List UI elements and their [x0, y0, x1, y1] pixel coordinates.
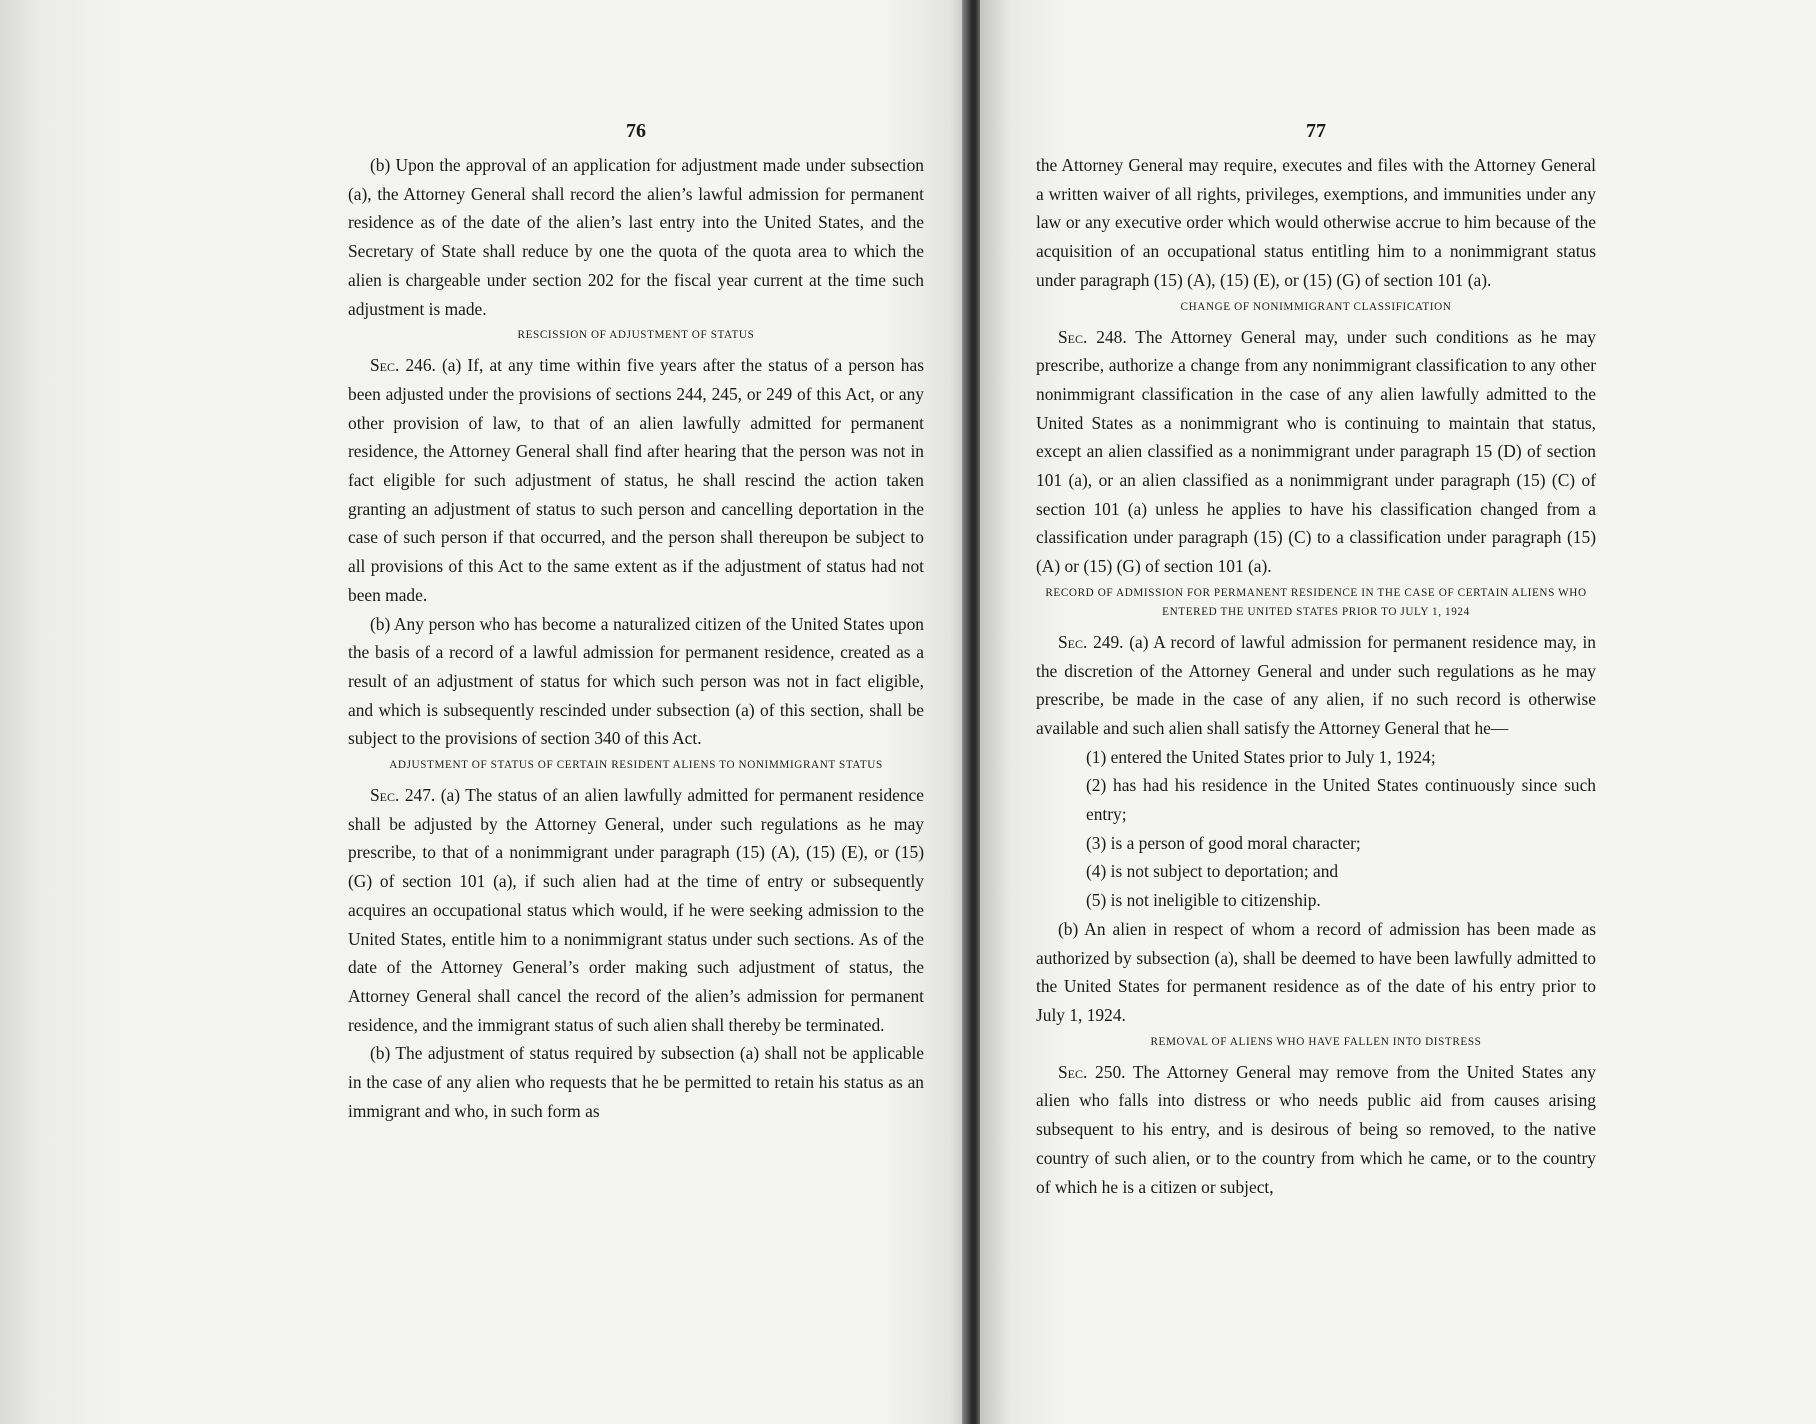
list-item: (3) is a person of good moral character;: [1086, 832, 1361, 853]
paragraph-sec-250: [1036, 1058, 1596, 1202]
page-number: 76: [626, 120, 646, 142]
right-page: [980, 0, 1816, 1424]
sec-250-text: 250. The Attorney General may remove from the United States any alien who falls into distress or who needs public aid from causes arising subsequent to his entry, and is desirous of being so removed, to the native country of such alien, or to the country from which he came, or to the country of which he is a citizen or subject,: [1036, 1061, 1596, 1197]
paragraph-sec-246a: [348, 351, 924, 609]
list-item: (1) entered the United States prior to July 1, 1924;: [1086, 746, 1436, 767]
sec-247-text: 247. (a) The status of an alien lawfully admitted for permanent residence shall be adjusted by the Attorney General, under such regulations as he may prescribe, to that of a nonimmigrant under paragraph (15) (A), (15) (E), or (15) (G) of section 101 (a), if such alien had at the time of entry or subsequently acquires an occupational status which would, if he were seeking admission to the United States, entitle him to a nonimmigrant status under such sections. As of the date of the Attorney General’s order making such adjustment of status, the Attorney General shall cancel the record of the alien’s admission for permanent residence, and the immigrant status of such alien shall thereby be terminated.: [348, 785, 924, 1035]
sec-246-text: 246. (a) If, at any time within five years after the status of a person has been adjusted under the provisions of sections 244, 245, or 249 of this Act, or any other provision of law, to that of an alien lawfully admitted for permanent residence, the Attorney General shall find after hearing that the person was not in fact eligible for such adjustment of status, he shall rescind the action taken granting an adjustment of status to such person and cancelling deportation in the case of such person if that occurred, and the person shall thereupon be subject to all provisions of this Act to the same extent as if the adjustment of status had not been made.: [348, 355, 924, 605]
right-page-column: [1036, 120, 1596, 1201]
paragraph-sec-246b: (b) Any person who has become a naturalized citizen of the United States upon the basis of a record of a lawful admission for permanent residence, created as a result of an adjustment of status for which such person was not in fact eligible, and which is subsequently rescinded under subsection (a) of this section, shall be subject to the provisions of section 340 of this Act.: [348, 613, 924, 749]
paragraph-sec-247b: (b) The adjustment of status required by subsection (a) shall not be applicable in the case of any alien who requests that he be permitted to retain his status as an immigrant and who, in such form as: [348, 1043, 924, 1121]
page-number: 77: [1306, 120, 1326, 142]
sec-label: Sec.: [370, 355, 400, 376]
paragraph-continuation: the Attorney General may require, executes and files with the Attorney General a written waiver of all rights, privileges, exemptions, and immunities under any law or any executive order which would otherwise accrue to him because of the acquisition of an occupational status entitling him to a nonimmigrant status under paragraph (15) (A), (15) (E), or (15) (G) of section 101 (a).: [1036, 155, 1596, 290]
left-page-column: [348, 120, 924, 1126]
sec-label: Sec.: [1058, 326, 1088, 347]
paragraph-sec-248: [1036, 323, 1596, 581]
paragraph-sec-247a: [348, 781, 924, 1039]
paragraph-sec-249b: (b) An alien in respect of whom a record of admission has been made as authorized by subsection (a), shall be deemed to have been lawfully admitted to the United States for permanent residence as of the date of his entry prior to July 1, 1924.: [1036, 918, 1596, 1025]
list-item: (5) is not ineligible to citizenship.: [1086, 890, 1321, 911]
list-item: (2) has had his residence in the United States continuously since such entry;: [1086, 775, 1596, 825]
sec-label: Sec.: [370, 785, 400, 806]
section-heading-rescission: RESCISSION OF ADJUSTMENT OF STATUS: [517, 329, 755, 342]
sec-label: Sec.: [1058, 631, 1088, 652]
section-heading-adjustment-nonimmigrant: ADJUSTMENT OF STATUS OF CERTAIN RESIDENT ALIENS TO NONIMMIGRANT STATUS: [389, 759, 883, 772]
section-heading-change-classification: CHANGE OF NONIMMIGRANT CLASSIFICATION: [1180, 300, 1452, 313]
section-heading-record-admission: RECORD OF ADMISSION FOR PERMANENT RESIDENCE IN THE CASE OF CERTAIN ALIENS WHO ENTERED THE UNITED STATES PRIOR TO JULY 1, 1924: [1045, 586, 1587, 618]
sec-248-text: 248. The Attorney General may, under such conditions as he may prescribe, authorize a change from any nonimmigrant classification to any other nonimmigrant classification in the case of any alien lawfully admitted to the United States as a nonimmigrant who is continuing to maintain that status, except an alien classified as a nonimmigrant under paragraph 15 (D) of section 101 (a), or an alien classified as a nonimmigrant under paragraph (15) (C) of section 101 (a) unless he applies to have his classification changed from a classification under paragraph (15) (C) to a classification under paragraph (15) (A) or (15) (G) of section 101 (a).: [1036, 326, 1596, 577]
sec-label: Sec.: [1058, 1061, 1088, 1082]
paragraph-sec-249a: [1036, 628, 1596, 743]
paragraph-245b: (b) Upon the approval of an application for adjustment made under subsection (a), the Attorney General shall record the alien’s lawful admission for permanent residence as of the date of the alien’s last entry into the United States, and the Secretary of State shall reduce by one the quota of the quota area to which the alien is chargeable under section 202 for the fiscal year current at the time such adjustment is made.: [348, 155, 924, 319]
list-item: (4) is not subject to deportation; and: [1086, 861, 1339, 882]
section-heading-removal-distress: REMOVAL OF ALIENS WHO HAVE FALLEN INTO DISTRESS: [1150, 1035, 1482, 1048]
sec-249-text: 249. (a) A record of lawful admission for permanent residence may, in the discretion of the Attorney General and under such regulations as he may prescribe, be made in the case of any alien, if no such record is otherwise available and such alien shall satisfy the Attorney General that he—: [1036, 631, 1596, 738]
